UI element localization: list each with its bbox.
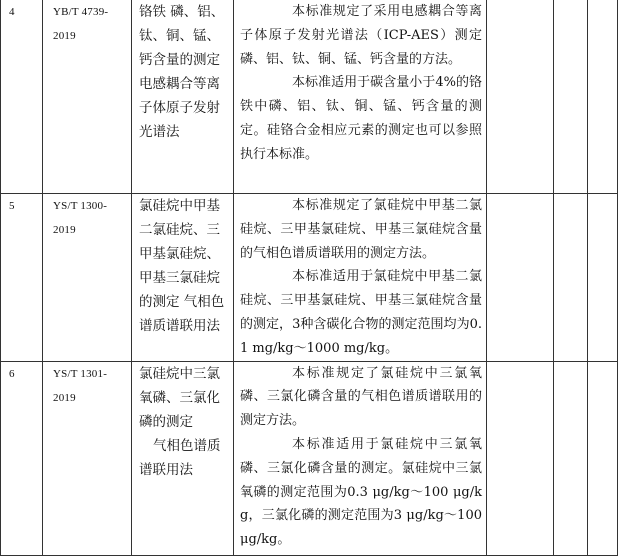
cell-empty [588, 194, 618, 362]
cell-code [43, 194, 132, 362]
cell-empty [588, 361, 618, 555]
table-row [1, 194, 618, 362]
standard-description [234, 194, 486, 361]
applicability-paragraph: 本标准适用于碳含量小于4%的铬铁中磷、铝、钛、铜、锰、钙含量的测定。硅铬合金相应元素的测定也可以参照执行本标准。 [240, 75, 482, 162]
row-number: 6 [9, 367, 15, 380]
applicability-paragraph: 本标准适用于氯硅烷中甲基二氯硅烷、三甲基氯硅烷、甲基三氯硅烷含量的测定，3种含碳化合物的测定范围均为0.1 mg/kg～1000 mg/kg。 [240, 269, 482, 356]
cell-empty [487, 361, 554, 555]
scope-paragraph: 本标准规定了氯硅烷中三氯氧磷、三氯化磷含量的气相色谱质谱联用的测定方法。 [240, 365, 482, 429]
cell-number [1, 194, 43, 362]
standard-code: YB/T 4739-2019 [53, 6, 109, 42]
cell-code [43, 0, 132, 194]
standard-name-method: 气相色谱质谱联用法 [139, 437, 221, 478]
cell-number [1, 361, 43, 555]
scope-paragraph: 本标准规定了氯硅烷中甲基二氯硅烷、三甲基氯硅烷、甲基三氯硅烷含量的气相色谱质谱联用的测定方法。 [240, 198, 482, 261]
row-number: 5 [9, 200, 15, 212]
cell-name [132, 0, 234, 194]
standard-code: YS/T 1301-2019 [53, 367, 108, 404]
standard-description [234, 0, 486, 167]
standard-code: YS/T 1300-2019 [53, 200, 108, 236]
standard-name: 铬铁 磷、铝、钛、铜、锰、钙含量的测定 电感耦合等离子体原子发射光谱法 [139, 4, 225, 140]
cell-empty [487, 194, 554, 362]
table-row [1, 361, 618, 555]
cell-empty [554, 0, 588, 194]
cell-empty [588, 0, 618, 194]
cell-description [234, 361, 487, 555]
standard-name [132, 362, 233, 482]
standard-name-subject: 氯硅烷中三氯氧磷、三氯化磷的测定 [139, 365, 220, 430]
row-number: 4 [9, 6, 15, 18]
cell-number [1, 0, 43, 194]
cell-empty [487, 0, 554, 194]
scope-paragraph: 本标准规定了采用电感耦合等离子体原子发射光谱法（ICP-AES）测定磷、铝、钛、铜、锰、钙含量的方法。 [240, 4, 482, 67]
applicability-paragraph: 本标准适用于氯硅烷中三氯氧磷、三氯化磷含量的测定。氯硅烷中三氯氧磷的测定范围为0.3 μg/kg～100 μg/kg，三氯化磷的测定范围为3 μg/kg～100 μg/kg。 [240, 436, 482, 548]
cell-empty [554, 194, 588, 362]
cell-name [132, 361, 234, 555]
cell-empty [554, 361, 588, 555]
standard-description [234, 362, 486, 552]
cell-description [234, 0, 487, 194]
cell-name [132, 194, 234, 362]
cell-description [234, 194, 487, 362]
table-row [1, 0, 618, 194]
cell-code [43, 361, 132, 555]
standard-name: 氯硅烷中甲基二氯硅烷、三甲基氯硅烷、甲基三氯硅烷的测定 气相色谱质谱联用法 [139, 198, 225, 334]
